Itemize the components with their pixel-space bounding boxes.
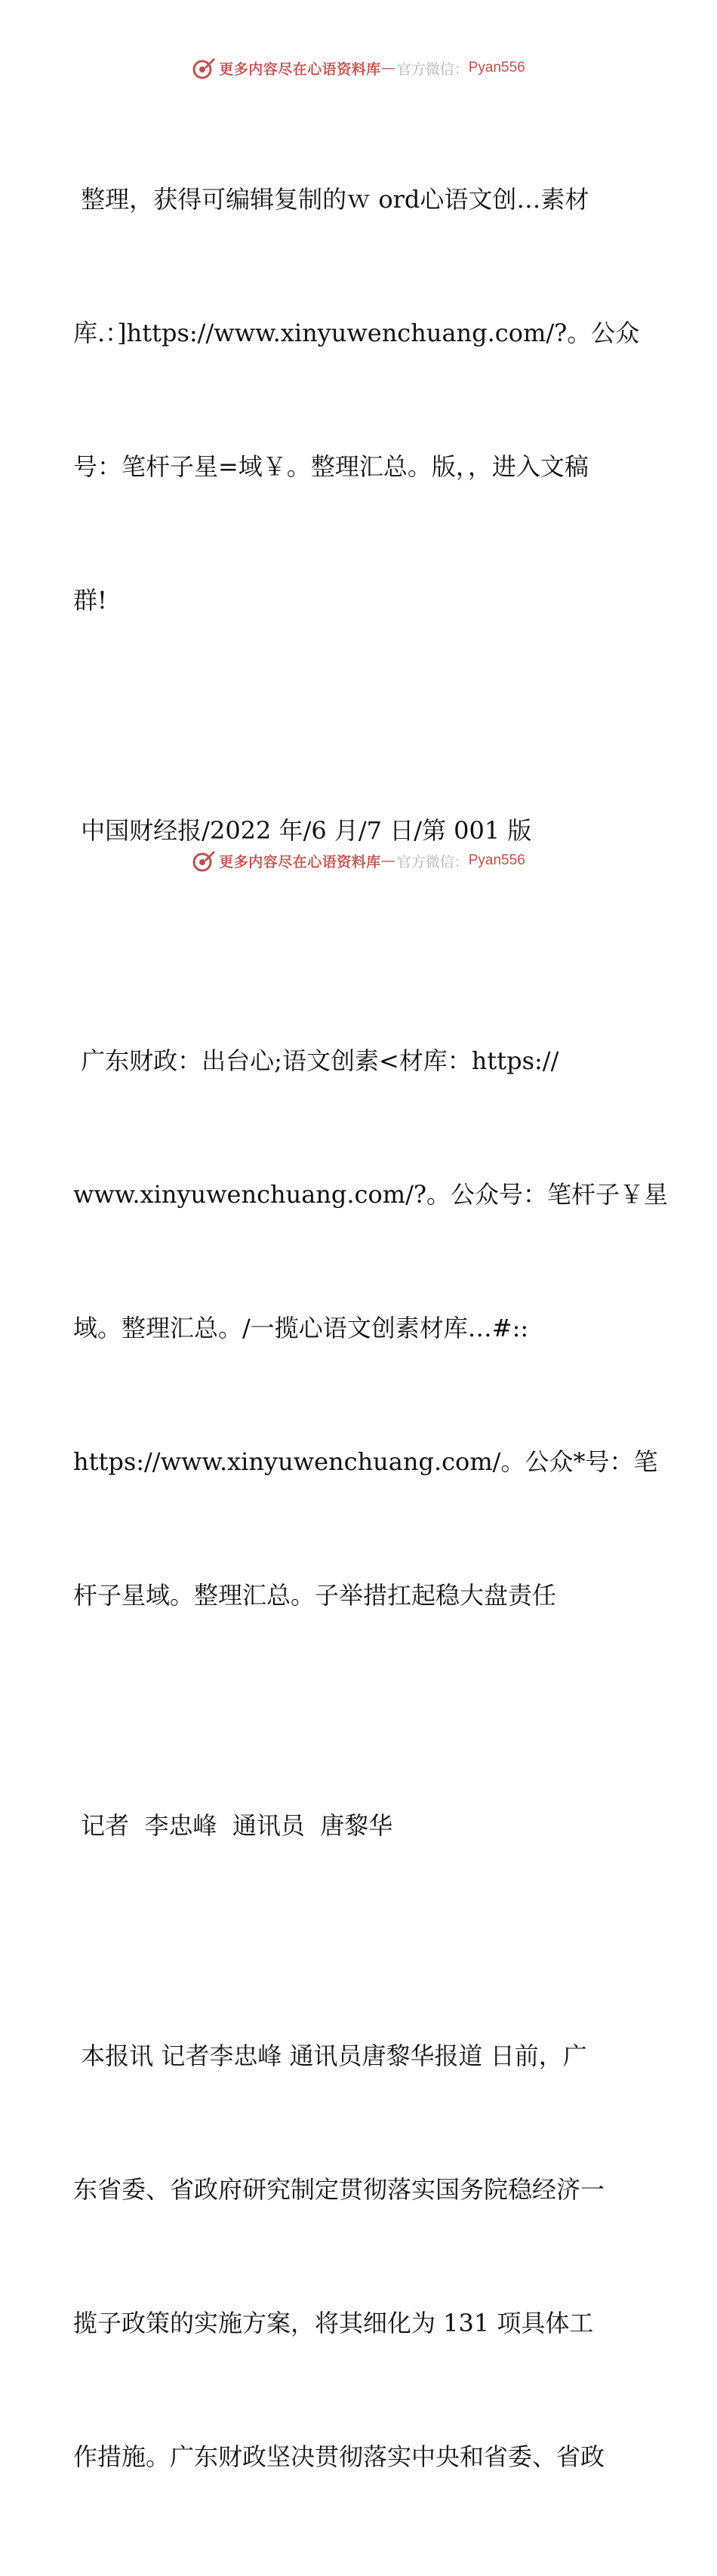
watermark-wechat-id: Pyan556 <box>468 60 525 75</box>
text-line: 广东财政：出台心;语文创素<材库：https:// <box>73 1046 559 1075</box>
pen-logo-icon <box>192 56 216 80</box>
text-line: 杆子星域。整理汇总。子举措扛起稳大盘责任 <box>73 1581 557 1610</box>
watermark-dash: — <box>380 60 395 76</box>
paragraph-headline <box>73 950 669 1707</box>
text-line: www.xinyuwenchuang.com/?。公众号：笔杆子￥星 <box>73 1180 669 1209</box>
pen-logo-icon <box>192 849 216 873</box>
paragraph-body <box>73 1945 641 2568</box>
text-line: 本报讯 记者李忠峰 通讯员唐黎华报道 日前，广 <box>73 2041 587 2070</box>
watermark-main-text: 更多内容尽在心语资料库 <box>219 853 381 870</box>
text-line: 揽子政策的实施方案，将其细化为 131 项具体工 <box>73 2309 594 2337</box>
text-line: 库.：]https://www.xinyuwenchuang.com/?。公众 <box>73 319 640 347</box>
text-line: https://www.xinyuwenchuang.com/。公众*号：笔 <box>73 1447 658 1476</box>
paragraph-source <box>73 719 641 942</box>
text-line: 号：笔杆子星=域￥。整理汇总。版，，进入文稿 <box>73 452 589 481</box>
text-line: 域。整理汇总。/一揽心语文创素材库…#:: <box>73 1314 529 1342</box>
text-line: 群! <box>73 586 107 615</box>
paragraph-byline <box>73 1715 641 1937</box>
text-line: 中国财经报/2022 年/6 月/7 日/第 001 版 <box>73 816 532 845</box>
watermark-dash: — <box>380 852 395 869</box>
footer-watermark <box>0 846 717 876</box>
text-line: 记者 李忠峰 通讯员 唐黎华 <box>73 1811 393 1840</box>
watermark-main-text: 更多内容尽在心语资料库 <box>219 60 381 78</box>
header-watermark <box>0 53 717 83</box>
watermark-label: 官方微信： <box>396 60 469 78</box>
watermark-label: 官方微信： <box>396 853 469 870</box>
text-line: 作措施。广东财政坚决贯彻落实中央和省委、省政 <box>73 2442 605 2471</box>
text-line: 整理，获得可编辑复制的ｗ ord心语文创…素材 <box>73 185 589 214</box>
watermark-wechat-id: Pyan556 <box>468 852 525 868</box>
document-body <box>73 88 669 2576</box>
paragraph-intro <box>73 88 641 712</box>
text-line: 东省委、省政府研究制定贯彻落实国务院稳经济一 <box>73 2175 605 2204</box>
